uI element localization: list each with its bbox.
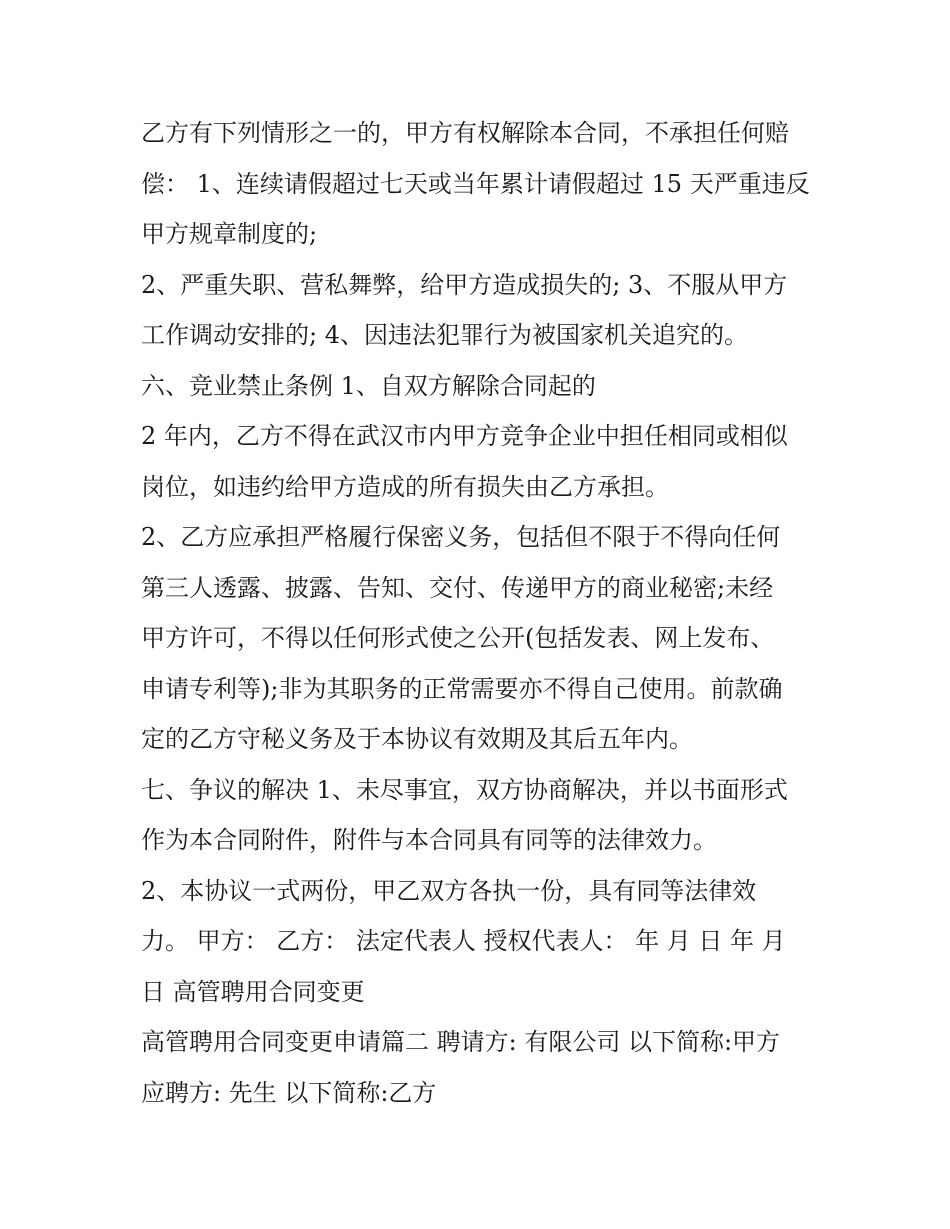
text-line: 七、争议的解决 1、未尽事宜，双方协商解决，并以书面形式 <box>141 775 788 804</box>
text-line: 甲方许可，不得以任何形式使之公开(包括发表、网上发布、 <box>141 624 775 652</box>
text-line: 日 高管聘用合同变更 <box>141 977 365 1006</box>
contract-text <box>141 108 821 1118</box>
text-line: 2、乙方应承担严格履行保密义务，包括但不限于不得向任何 <box>141 523 781 551</box>
text-line: 2 年内，乙方不得在武汉市内甲方竞争企业中担任相同或相似 <box>141 422 788 450</box>
text-line: 力。 甲方： 乙方： 法定代表人 授权代表人： 年 月 日 年 月 <box>141 927 786 955</box>
text-line: 工作调动安排的; 4、因违法犯罪行为被国家机关追究的。 <box>141 321 748 349</box>
text-line: 第三人透露、披露、告知、交付、传递甲方的商业秘密;未经 <box>141 573 774 602</box>
text-line: 2、严重失职、营私舞弊，给甲方造成损失的; 3、不服从甲方 <box>141 270 788 299</box>
text-line: 2、本协议一式两份，甲乙双方各执一份，具有同等法律效 <box>141 876 757 905</box>
text-line: 岗位，如违约给甲方造成的所有损失由乙方承担。 <box>141 472 669 501</box>
text-line: 乙方有下列情形之一的，甲方有权解除本合同，不承担任何赔 <box>141 119 789 147</box>
text-line: 六、竞业禁止条例 1、自双方解除合同起的 <box>141 371 596 400</box>
text-line: 申请专利等);非为其职务的正常需要亦不得自己使用。前款确 <box>141 674 783 703</box>
text-line: 甲方规章制度的; <box>141 220 318 248</box>
text-line: 定的乙方守秘义务及于本协议有效期及其后五年内。 <box>141 725 693 753</box>
text-line: 高管聘用合同变更申请篇二 聘请方: 有限公司 以下简称:甲方 <box>141 1028 781 1056</box>
text-line: 应聘方: 先生 以下简称:乙方 <box>141 1078 437 1107</box>
text-line: 作为本合同附件，附件与本合同具有同等的法律效力。 <box>141 826 717 854</box>
text-line: 偿： 1、连续请假超过七天或当年累计请假超过 15 天严重违反 <box>141 169 810 198</box>
